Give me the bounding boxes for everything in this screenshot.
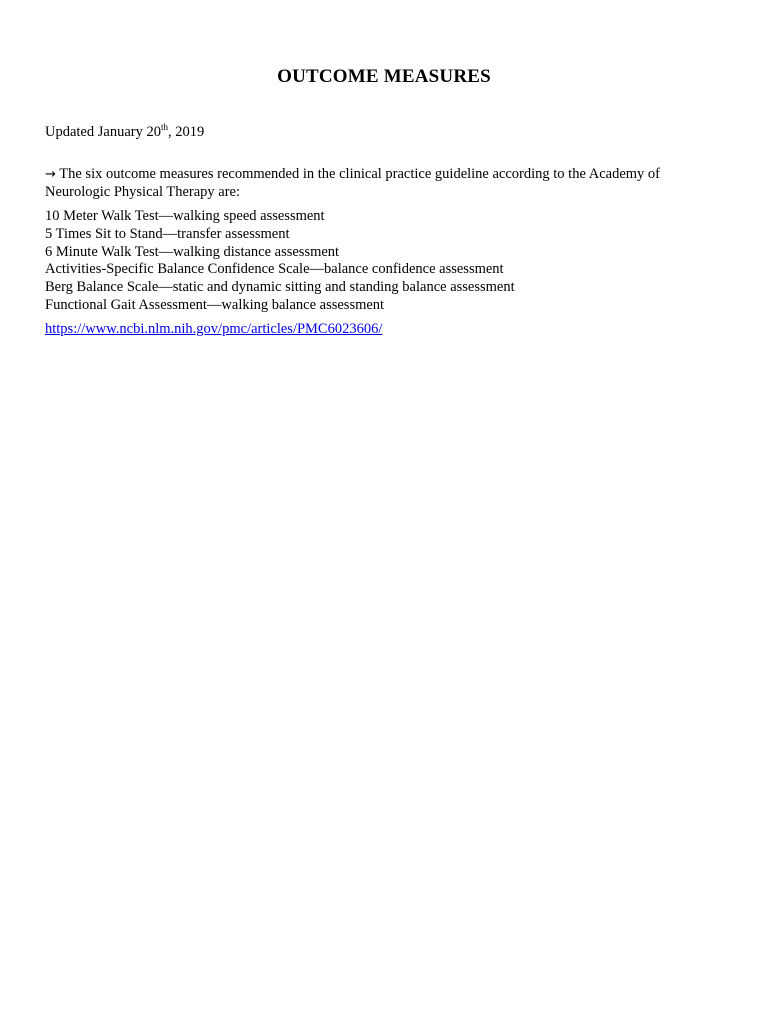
updated-date-suffix: , 2019 [167, 124, 205, 140]
updated-date-prefix: Updated January 20 [45, 124, 161, 140]
reference-link[interactable]: https://www.ncbi.nlm.nih.gov/pmc/articles/PMC6023606/ [45, 321, 383, 337]
intro-paragraph [45, 166, 715, 201]
list-item: 6 Minute Walk Test—walking distance assessment [45, 243, 340, 260]
updated-date-superscript: th [160, 122, 168, 133]
outcome-measures-list [45, 208, 725, 315]
list-item: 10 Meter Walk Test—walking speed assessment [45, 208, 325, 224]
list-item: Functional Gait Assessment—walking balance assessment [45, 296, 385, 313]
updated-date [45, 124, 204, 141]
list-item: Activities-Specific Balance Confidence Scale—balance confidence assessment [45, 261, 504, 278]
list-item: Berg Balance Scale—static and dynamic sitting and standing balance assessment [45, 279, 515, 296]
page-title: OUTCOME MEASURES [277, 66, 491, 87]
arrow-right-icon: → [45, 167, 56, 182]
list-item: 5 Times Sit to Stand—transfer assessment [45, 225, 290, 242]
intro-text: The six outcome measures recommended in the clinical practice guideline according to the Academy of Neurologic Physical Therapy are: [45, 166, 660, 200]
